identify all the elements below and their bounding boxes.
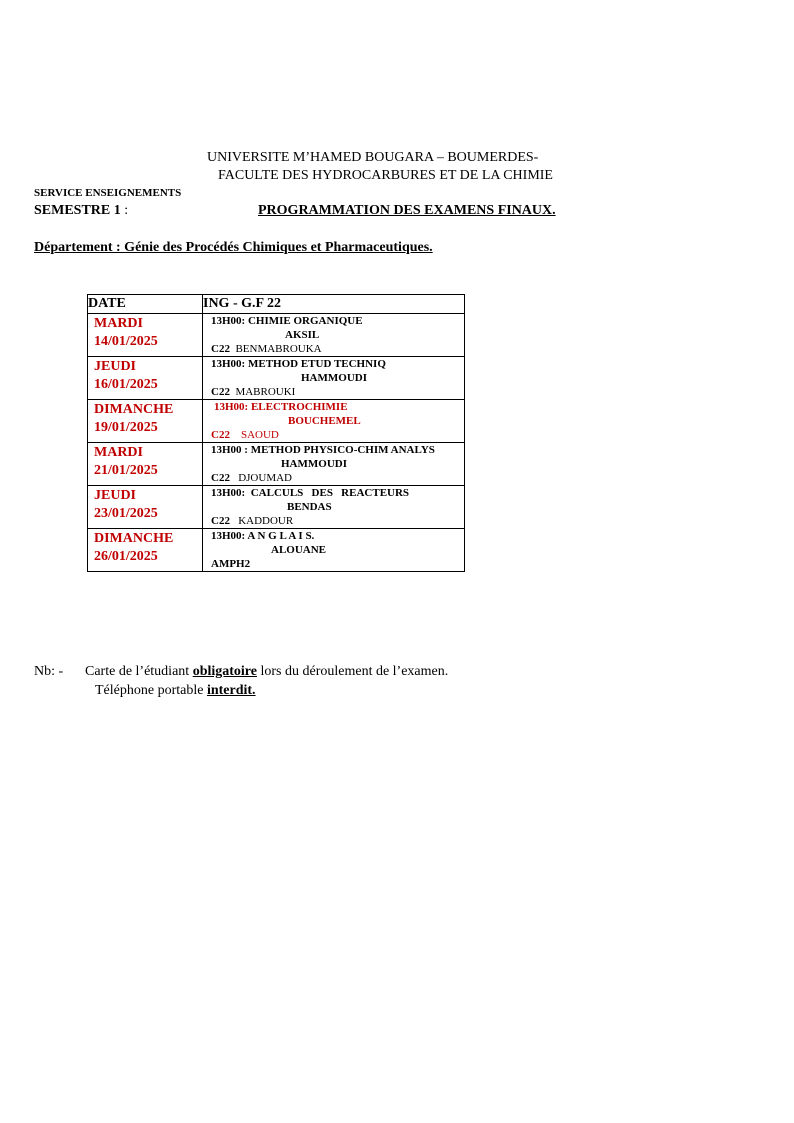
room-code: C22 bbox=[211, 343, 230, 355]
exam-cell bbox=[203, 314, 465, 357]
exam-cell bbox=[203, 529, 465, 572]
exam-date: 16/01/2025 bbox=[94, 377, 158, 392]
exam-professor: HAMMOUDI bbox=[281, 458, 347, 470]
exam-subject: 13H00: CHIMIE ORGANIQUE bbox=[211, 315, 363, 327]
note-text-1: Carte de l’étudiant bbox=[85, 664, 193, 679]
note-text-2: Téléphone portable bbox=[95, 683, 207, 698]
exam-subject: 13H00 : METHOD PHYSICO-CHIM ANALYS bbox=[211, 444, 435, 456]
date-cell bbox=[88, 314, 203, 357]
exam-cell bbox=[203, 357, 465, 400]
semester-separator: : bbox=[120, 203, 129, 218]
day-name: JEUDI bbox=[94, 488, 137, 503]
table-header-row bbox=[88, 295, 465, 314]
university-name: UNIVERSITE M’HAMED BOUGARA – BOUMERDES- bbox=[207, 150, 539, 165]
room-supervisor: MABROUKI bbox=[235, 386, 296, 398]
exam-cell bbox=[203, 486, 465, 529]
exam-room bbox=[211, 342, 464, 356]
day-name: DIMANCHE bbox=[94, 402, 174, 417]
room-supervisor: DJOUMAD bbox=[238, 472, 292, 484]
exam-cell bbox=[203, 443, 465, 486]
exam-professor: HAMMOUDI bbox=[301, 372, 367, 384]
day-name: DIMANCHE bbox=[94, 531, 174, 546]
exam-date: 21/01/2025 bbox=[94, 463, 158, 478]
semester-text: SEMESTRE 1 bbox=[34, 203, 121, 218]
room-code: C22 bbox=[211, 386, 230, 398]
table-row bbox=[88, 400, 465, 443]
exam-room bbox=[211, 471, 464, 485]
exam-subject: 13H00: ELECTROCHIMIE bbox=[214, 401, 348, 413]
exam-subject: 13H00: METHOD ETUD TECHNIQ bbox=[211, 358, 386, 370]
table-row bbox=[88, 486, 465, 529]
exam-room bbox=[211, 557, 464, 571]
note-text-1-end: lors du déroulement de l’examen. bbox=[256, 664, 449, 679]
room-code: C22 bbox=[211, 515, 230, 527]
exam-room bbox=[211, 428, 464, 442]
date-cell bbox=[88, 357, 203, 400]
table-row bbox=[88, 443, 465, 486]
exam-date: 19/01/2025 bbox=[94, 420, 158, 435]
room-supervisor: BENMABROUKA bbox=[235, 343, 322, 355]
day-name: MARDI bbox=[94, 316, 143, 331]
note-emphasis-forbidden: interdit. bbox=[206, 683, 256, 698]
exam-professor: ALOUANE bbox=[271, 544, 327, 556]
table-row bbox=[88, 529, 465, 572]
faculty-name: FACULTE DES HYDROCARBURES ET DE LA CHIMIE bbox=[218, 168, 553, 183]
exam-date: 26/01/2025 bbox=[94, 549, 158, 564]
date-cell bbox=[88, 443, 203, 486]
room-code: AMPH2 bbox=[211, 558, 251, 570]
exam-room bbox=[211, 385, 464, 399]
exam-schedule-table bbox=[87, 294, 465, 572]
exam-date: 23/01/2025 bbox=[94, 506, 158, 521]
department-heading: Département : Génie des Procédés Chimiques et Pharmaceutiques. bbox=[34, 240, 433, 255]
semester-label bbox=[34, 203, 128, 219]
exam-professor: AKSIL bbox=[285, 329, 320, 341]
service-label: SERVICE ENSEIGNEMENTS bbox=[34, 187, 182, 199]
note-line-1 bbox=[34, 664, 448, 680]
date-cell bbox=[88, 529, 203, 572]
note-line-2 bbox=[95, 683, 256, 699]
exam-subject: 13H00: CALCULS DES REACTEURS bbox=[211, 487, 410, 499]
table-row bbox=[88, 314, 465, 357]
exam-professor: BENDAS bbox=[287, 501, 332, 513]
exam-date: 14/01/2025 bbox=[94, 334, 158, 349]
note-label: Nb: - bbox=[34, 664, 64, 679]
room-supervisor: KADDOUR bbox=[238, 515, 294, 527]
column-header-group: ING - G.F 22 bbox=[203, 295, 465, 314]
exam-room bbox=[211, 514, 464, 528]
day-name: MARDI bbox=[94, 445, 143, 460]
date-cell bbox=[88, 400, 203, 443]
date-cell bbox=[88, 486, 203, 529]
room-code: C22 bbox=[211, 429, 230, 441]
table-row bbox=[88, 357, 465, 400]
page-title: PROGRAMMATION DES EXAMENS FINAUX. bbox=[258, 203, 556, 218]
column-header-date: DATE bbox=[88, 295, 203, 314]
exam-cell bbox=[203, 400, 465, 443]
room-code: C22 bbox=[211, 472, 230, 484]
exam-subject: 13H00: A N G L A I S. bbox=[211, 530, 315, 542]
room-supervisor: SAOUD bbox=[240, 429, 279, 441]
exam-professor: BOUCHEMEL bbox=[288, 415, 361, 427]
day-name: JEUDI bbox=[94, 359, 137, 374]
note-emphasis-mandatory: obligatoire bbox=[192, 664, 257, 679]
